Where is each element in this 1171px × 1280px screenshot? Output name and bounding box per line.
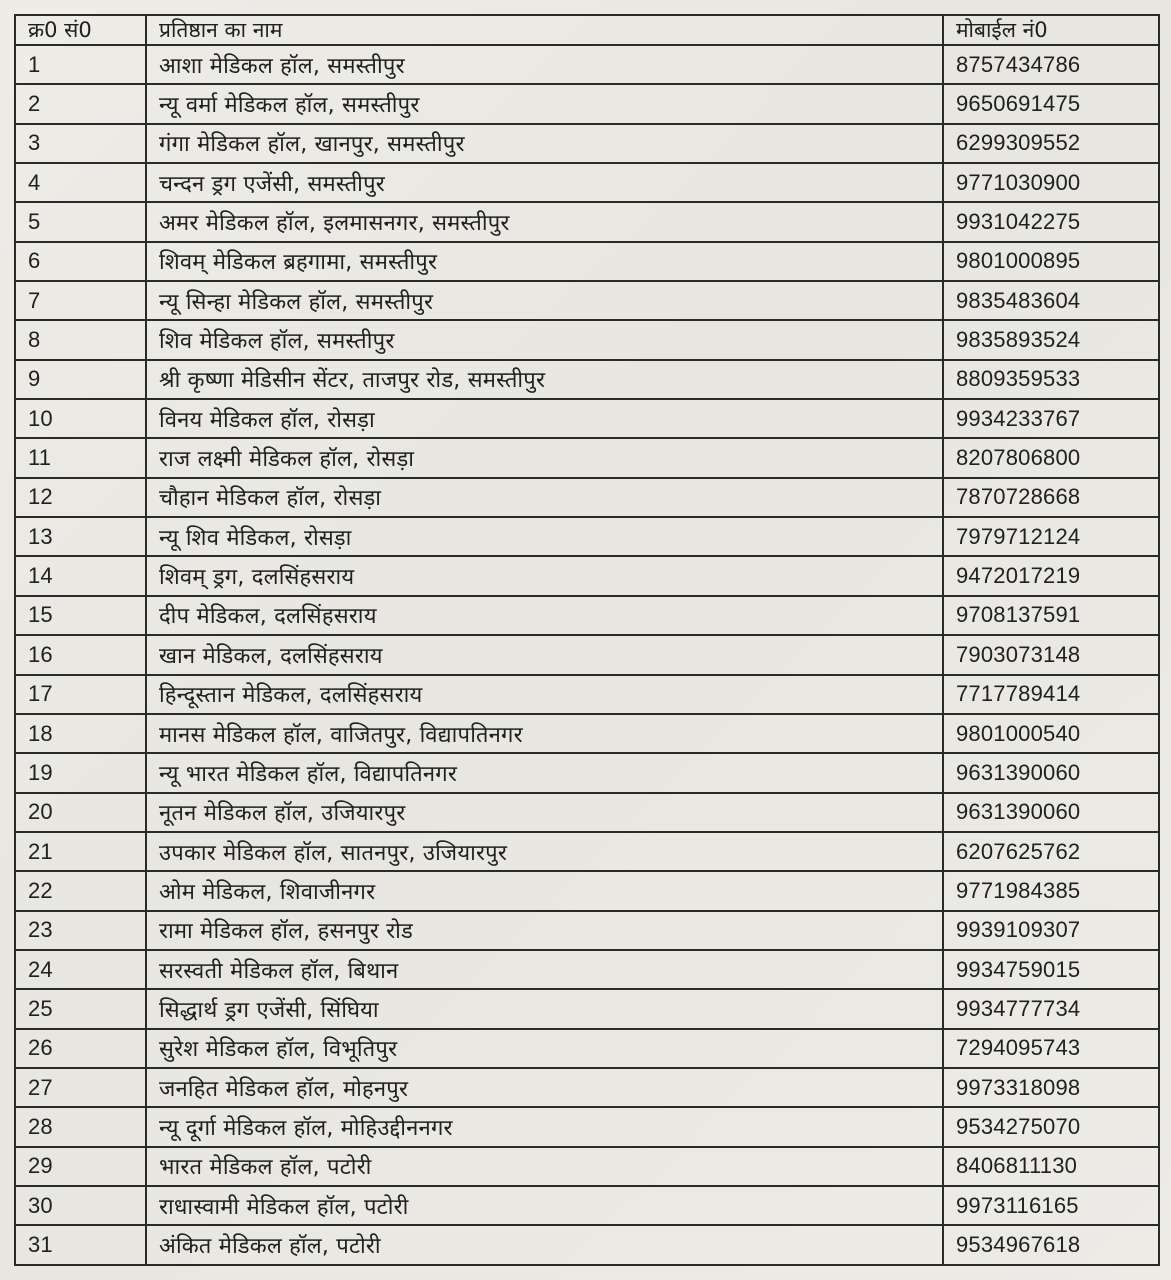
establishment-name-cell: हिन्दूस्तान मेडिकल, दलसिंहसराय [146, 675, 943, 714]
serial-number-cell: 6 [15, 242, 146, 281]
serial-number-cell: 19 [15, 753, 146, 792]
serial-number-cell: 28 [15, 1107, 146, 1146]
table-row [15, 753, 1159, 792]
serial-number-cell: 3 [15, 124, 146, 163]
establishment-name-cell: न्यू वर्मा मेडिकल हॉल, समस्तीपुर [146, 84, 943, 123]
establishment-name-cell: सुरेश मेडिकल हॉल, विभूतिपुर [146, 1029, 943, 1068]
establishment-name-cell: खान मेडिकल, दलसिंहसराय [146, 635, 943, 674]
establishment-name-cell: भारत मेडिकल हॉल, पटोरी [146, 1147, 943, 1186]
mobile-number-cell: 9771030900 [943, 163, 1159, 202]
table-row [15, 360, 1159, 399]
table-row [15, 556, 1159, 595]
table-row [15, 438, 1159, 477]
table-row [15, 596, 1159, 635]
mobile-number-cell: 9973116165 [943, 1186, 1159, 1225]
mobile-number-cell: 8406811130 [943, 1147, 1159, 1186]
serial-number-cell: 26 [15, 1029, 146, 1068]
establishment-name-cell: चन्दन ड्रग एजेंसी, समस्तीपुर [146, 163, 943, 202]
serial-number-cell: 1 [15, 45, 146, 84]
table-row [15, 478, 1159, 517]
table-row [15, 517, 1159, 556]
mobile-number-cell: 9708137591 [943, 596, 1159, 635]
establishment-name-cell: अंकित मेडिकल हॉल, पटोरी [146, 1225, 943, 1265]
mobile-number-cell: 7294095743 [943, 1029, 1159, 1068]
mobile-number-cell: 9472017219 [943, 556, 1159, 595]
table-header-row [15, 15, 1159, 45]
serial-number-cell: 23 [15, 911, 146, 950]
mobile-number-cell: 9835483604 [943, 281, 1159, 320]
mobile-number-cell: 8809359533 [943, 360, 1159, 399]
mobile-number-cell: 6299309552 [943, 124, 1159, 163]
serial-number-cell: 17 [15, 675, 146, 714]
serial-number-cell: 21 [15, 832, 146, 871]
serial-number-cell: 29 [15, 1147, 146, 1186]
table-row [15, 950, 1159, 989]
table-body [15, 45, 1159, 1265]
mobile-number-cell: 9650691475 [943, 84, 1159, 123]
mobile-number-cell: 9631390060 [943, 793, 1159, 832]
mobile-number-cell: 9934777734 [943, 989, 1159, 1028]
mobile-number-cell: 9534967618 [943, 1225, 1159, 1265]
table-row [15, 1029, 1159, 1068]
establishment-name-cell: श्री कृष्णा मेडिसीन सेंटर, ताजपुर रोड, समस्तीपुर [146, 360, 943, 399]
serial-number-cell: 2 [15, 84, 146, 123]
establishment-name-cell: ओम मेडिकल, शिवाजीनगर [146, 871, 943, 910]
mobile-number-cell: 9973318098 [943, 1068, 1159, 1107]
table-row [15, 1225, 1159, 1265]
table-row [15, 202, 1159, 241]
header-mobile: मोबाईल नं0 [943, 15, 1159, 45]
serial-number-cell: 14 [15, 556, 146, 595]
serial-number-cell: 27 [15, 1068, 146, 1107]
serial-number-cell: 7 [15, 281, 146, 320]
serial-number-cell: 20 [15, 793, 146, 832]
serial-number-cell: 10 [15, 399, 146, 438]
mobile-number-cell: 7903073148 [943, 635, 1159, 674]
mobile-number-cell: 7979712124 [943, 517, 1159, 556]
header-serial: क्र0 सं0 [15, 15, 146, 45]
header-establishment-name: प्रतिष्ठान का नाम [146, 15, 943, 45]
serial-number-cell: 12 [15, 478, 146, 517]
establishment-name-cell: सरस्वती मेडिकल हॉल, बिथान [146, 950, 943, 989]
serial-number-cell: 16 [15, 635, 146, 674]
establishment-name-cell: राधास्वामी मेडिकल हॉल, पटोरी [146, 1186, 943, 1225]
serial-number-cell: 4 [15, 163, 146, 202]
table-row [15, 989, 1159, 1028]
establishment-name-cell: दीप मेडिकल, दलसिंहसराय [146, 596, 943, 635]
table-row [15, 124, 1159, 163]
mobile-number-cell: 9939109307 [943, 911, 1159, 950]
serial-number-cell: 9 [15, 360, 146, 399]
table-row [15, 832, 1159, 871]
serial-number-cell: 5 [15, 202, 146, 241]
establishment-name-cell: न्यू सिन्हा मेडिकल हॉल, समस्तीपुर [146, 281, 943, 320]
serial-number-cell: 15 [15, 596, 146, 635]
table-row [15, 1068, 1159, 1107]
mobile-number-cell: 9801000540 [943, 714, 1159, 753]
serial-number-cell: 30 [15, 1186, 146, 1225]
establishment-name-cell: राज लक्ष्मी मेडिकल हॉल, रोसड़ा [146, 438, 943, 477]
establishment-name-cell: न्यू भारत मेडिकल हॉल, विद्यापतिनगर [146, 753, 943, 792]
table-row [15, 399, 1159, 438]
table-row [15, 714, 1159, 753]
serial-number-cell: 24 [15, 950, 146, 989]
mobile-number-cell: 9931042275 [943, 202, 1159, 241]
establishment-name-cell: न्यू दूर्गा मेडिकल हॉल, मोहिउद्दीननगर [146, 1107, 943, 1146]
establishment-name-cell: सिद्धार्थ ड्रग एजेंसी, सिंघिया [146, 989, 943, 1028]
establishment-name-cell: रामा मेडिकल हॉल, हसनपुर रोड [146, 911, 943, 950]
table-row [15, 242, 1159, 281]
mobile-number-cell: 7717789414 [943, 675, 1159, 714]
table-row [15, 675, 1159, 714]
establishment-name-cell: विनय मेडिकल हॉल, रोसड़ा [146, 399, 943, 438]
mobile-number-cell: 9631390060 [943, 753, 1159, 792]
establishment-name-cell: उपकार मेडिकल हॉल, सातनपुर, उजियारपुर [146, 832, 943, 871]
mobile-number-cell: 9934233767 [943, 399, 1159, 438]
establishment-name-cell: न्यू शिव मेडिकल, रोसड़ा [146, 517, 943, 556]
table-row [15, 163, 1159, 202]
mobile-number-cell: 9771984385 [943, 871, 1159, 910]
table-row [15, 84, 1159, 123]
establishment-name-cell: चौहान मेडिकल हॉल, रोसड़ा [146, 478, 943, 517]
establishment-name-cell: जनहित मेडिकल हॉल, मोहनपुर [146, 1068, 943, 1107]
mobile-number-cell: 9534275070 [943, 1107, 1159, 1146]
serial-number-cell: 8 [15, 320, 146, 359]
establishment-name-cell: आशा मेडिकल हॉल, समस्तीपुर [146, 45, 943, 84]
mobile-number-cell: 8757434786 [943, 45, 1159, 84]
serial-number-cell: 31 [15, 1225, 146, 1265]
serial-number-cell: 18 [15, 714, 146, 753]
establishment-name-cell: शिवम् मेडिकल ब्रहगामा, समस्तीपुर [146, 242, 943, 281]
serial-number-cell: 25 [15, 989, 146, 1028]
establishment-name-cell: शिवम् ड्रग, दलसिंहसराय [146, 556, 943, 595]
establishment-name-cell: नूतन मेडिकल हॉल, उजियारपुर [146, 793, 943, 832]
serial-number-cell: 11 [15, 438, 146, 477]
table-row [15, 871, 1159, 910]
mobile-number-cell: 8207806800 [943, 438, 1159, 477]
table-row [15, 1107, 1159, 1146]
mobile-number-cell: 7870728668 [943, 478, 1159, 517]
establishment-name-cell: अमर मेडिकल हॉल, इलमासनगर, समस्तीपुर [146, 202, 943, 241]
establishment-name-cell: शिव मेडिकल हॉल, समस्तीपुर [146, 320, 943, 359]
establishment-name-cell: गंगा मेडिकल हॉल, खानपुर, समस्तीपुर [146, 124, 943, 163]
establishment-name-cell: मानस मेडिकल हॉल, वाजितपुर, विद्यापतिनगर [146, 714, 943, 753]
mobile-number-cell: 9835893524 [943, 320, 1159, 359]
serial-number-cell: 22 [15, 871, 146, 910]
table-row [15, 793, 1159, 832]
table-row [15, 281, 1159, 320]
table-row [15, 1186, 1159, 1225]
mobile-number-cell: 9934759015 [943, 950, 1159, 989]
table-row [15, 635, 1159, 674]
table-row [15, 1147, 1159, 1186]
mobile-number-cell: 9801000895 [943, 242, 1159, 281]
pharmacy-table [14, 14, 1160, 1266]
table-row [15, 320, 1159, 359]
serial-number-cell: 13 [15, 517, 146, 556]
mobile-number-cell: 6207625762 [943, 832, 1159, 871]
table-row [15, 45, 1159, 84]
table-row [15, 911, 1159, 950]
